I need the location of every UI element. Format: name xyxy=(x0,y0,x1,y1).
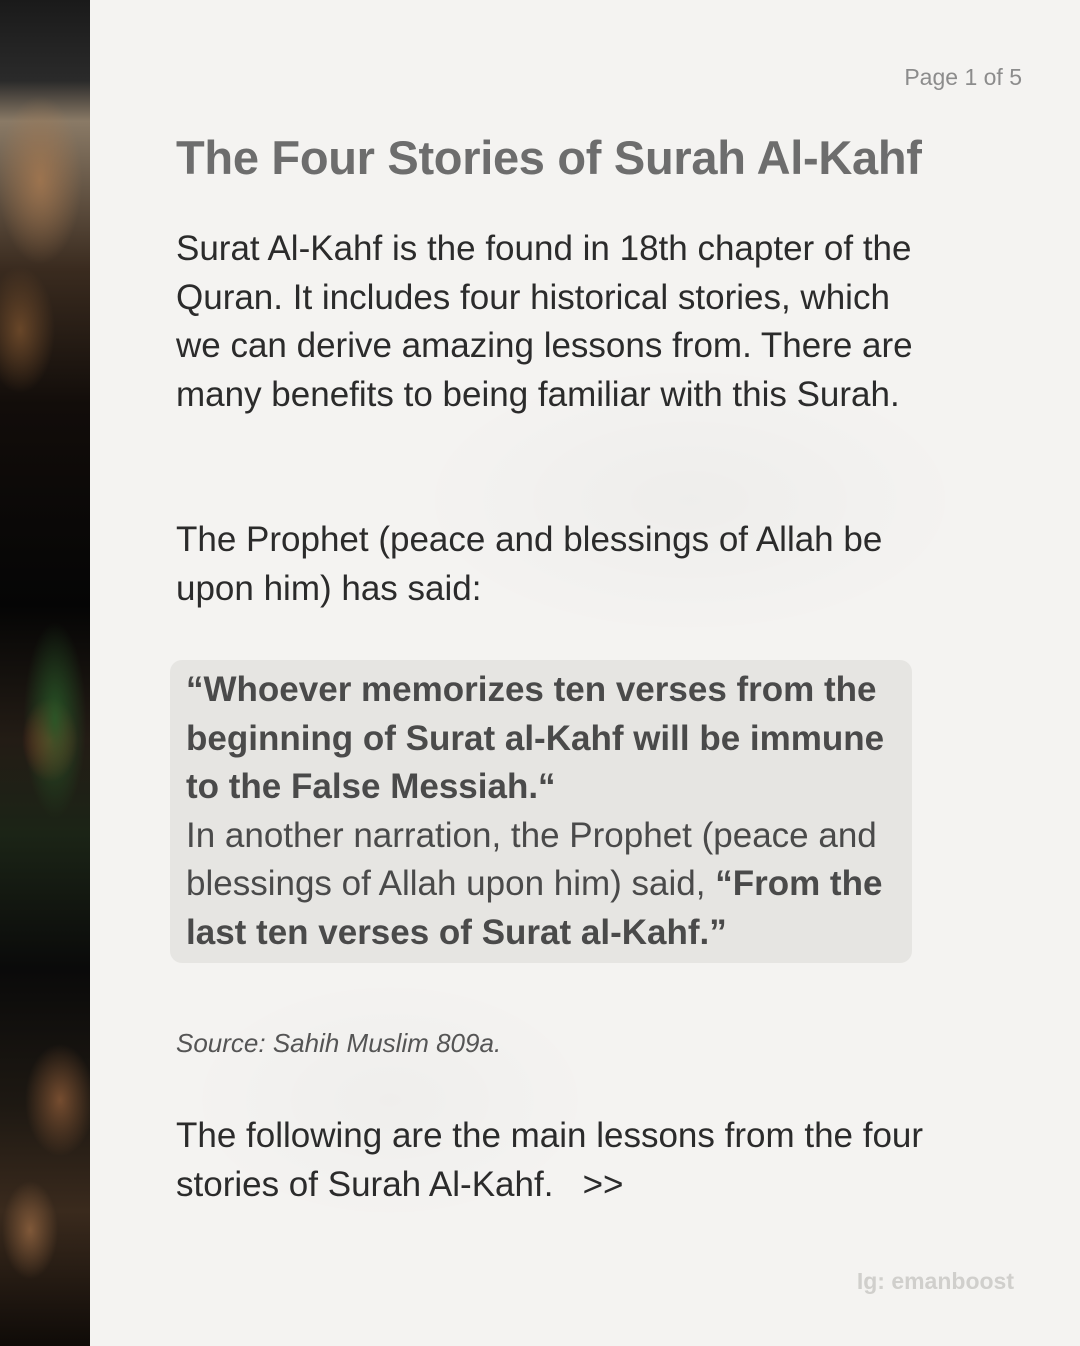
next-page-arrow[interactable]: >> xyxy=(582,1164,624,1204)
hadith-quote-box xyxy=(170,660,912,963)
side-photo-strip xyxy=(0,0,90,1346)
hadith-quote-second: “From the last ten verses of Surat al-Kahf.” xyxy=(186,864,883,952)
hadith-quote-first: “Whoever memorizes ten verses from the beginning of Surat al-Kahf will be immune to the False Messiah.“ xyxy=(186,670,885,806)
source-citation: Source: Sahih Muslim 809a. xyxy=(176,1028,502,1058)
page-indicator: Page 1 of 5 xyxy=(904,64,1022,90)
prophet-said-paragraph: The Prophet (peace and blessings of Allah be upon him) has said: xyxy=(176,520,883,608)
following-text: The following are the main lessons from the four stories of Surah Al-Kahf. xyxy=(176,1116,924,1204)
following-paragraph xyxy=(176,1112,976,1209)
narration-intro: In another narration, the Prophet (peace and blessings of Allah upon him) said, xyxy=(186,815,877,903)
page-title: The Four Stories of Surah Al-Kahf xyxy=(176,131,922,184)
intro-paragraph: Surat Al-Kahf is the found in 18th chapter of the Quran. It includes four historical stories, which we can derive amazing lessons from. There are many benefits to being familiar with this Surah. xyxy=(176,229,913,414)
instagram-watermark: Ig: emanboost xyxy=(856,1268,1014,1294)
